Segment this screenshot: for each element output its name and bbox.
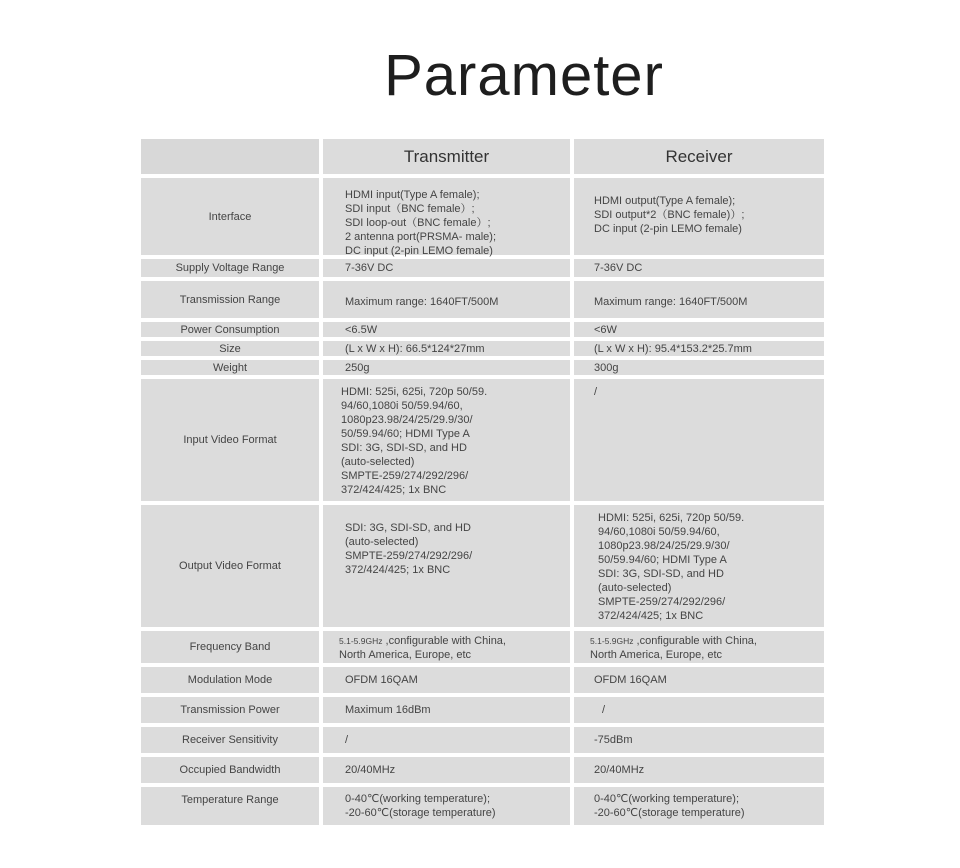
frequency-note: ,configurable with China, North America, Europe, etc — [339, 635, 506, 661]
transmitter-value: 250g — [323, 360, 570, 375]
row-label: Occupied Bandwidth — [141, 757, 319, 783]
row-label: Transmission Range — [141, 281, 319, 318]
transmitter-value: Maximum range: 1640FT/500M — [323, 281, 570, 318]
frequency-note: ,configurable with China, North America, Europe, etc — [590, 635, 757, 661]
table-row — [141, 631, 824, 663]
header-transmitter: Transmitter — [323, 139, 570, 174]
transmitter-value: 7-36V DC — [323, 259, 570, 277]
table-row — [141, 505, 824, 627]
receiver-value: 300g — [574, 360, 824, 375]
header-receiver: Receiver — [574, 139, 824, 174]
row-label: Supply Voltage Range — [141, 259, 319, 277]
page-title: Parameter — [384, 43, 664, 108]
receiver-value: / — [574, 379, 824, 501]
transmitter-value: HDMI input(Type A female); SDI input（BNC female）; SDI loop-out（BNC female）; 2 antenna port(PRSMA- male); DC input (2-pin LEMO female) — [323, 178, 570, 255]
table-row — [141, 667, 824, 693]
table-row — [141, 379, 824, 501]
row-label: Receiver Sensitivity — [141, 727, 319, 753]
receiver-value: 7-36V DC — [574, 259, 824, 277]
receiver-value: -75dBm — [574, 727, 824, 753]
table-row — [141, 178, 824, 255]
transmitter-value: <6.5W — [323, 322, 570, 337]
row-label: Input Video Format — [141, 379, 319, 501]
receiver-value — [574, 631, 824, 663]
row-label: Frequency Band — [141, 631, 319, 663]
table-row — [141, 259, 824, 277]
parameter-table — [141, 139, 824, 829]
row-label: Size — [141, 341, 319, 356]
table-row — [141, 360, 824, 375]
transmitter-value: (L x W x H): 66.5*124*27mm — [323, 341, 570, 356]
receiver-value: / — [574, 697, 824, 723]
transmitter-value: SDI: 3G, SDI-SD, and HD (auto-selected) SMPTE-259/274/292/296/ 372/424/425; 1x BNC — [323, 505, 570, 627]
receiver-value: HDMI output(Type A female); SDI output*2（BNC female)）; DC input (2-pin LEMO female) — [574, 178, 824, 255]
frequency-ghz: 5.1-5.9GHz — [339, 636, 383, 646]
row-label: Weight — [141, 360, 319, 375]
receiver-value: HDMI: 525i, 625i, 720p 50/59. 94/60,1080i 50/59.94/60, 1080p23.98/24/25/29.9/30/ 50/59.94/60; HDMI Type A SDI: 3G, SDI-SD, and HD (auto-selected) SMPTE-259/274/292/296/ 372/424/425; 1x BNC — [574, 505, 824, 627]
table-row — [141, 787, 824, 825]
header-blank-cell — [141, 139, 319, 174]
receiver-value: (L x W x H): 95.4*153.2*25.7mm — [574, 341, 824, 356]
table-row — [141, 341, 824, 356]
transmitter-value: 0-40℃(working temperature); -20-60℃(storage temperature) — [323, 787, 570, 825]
transmitter-value: / — [323, 727, 570, 753]
table-row — [141, 757, 824, 783]
table-row — [141, 322, 824, 337]
receiver-value: 0-40℃(working temperature); -20-60℃(storage temperature) — [574, 787, 824, 825]
row-label: Interface — [141, 178, 319, 255]
receiver-value: OFDM 16QAM — [574, 667, 824, 693]
transmitter-value: HDMI: 525i, 625i, 720p 50/59. 94/60,1080i 50/59.94/60, 1080p23.98/24/25/29.9/30/ 50/59.94/60; HDMI Type A SDI: 3G, SDI-SD, and HD (auto-selected) SMPTE-259/274/292/296/ 372/424/425; 1x BNC — [323, 379, 570, 501]
table-row — [141, 281, 824, 318]
receiver-value: <6W — [574, 322, 824, 337]
transmitter-value: 20/40MHz — [323, 757, 570, 783]
row-label: Transmission Power — [141, 697, 319, 723]
transmitter-value — [323, 631, 570, 663]
transmitter-value: Maximum 16dBm — [323, 697, 570, 723]
receiver-value: 20/40MHz — [574, 757, 824, 783]
frequency-ghz: 5.1-5.9GHz — [590, 636, 634, 646]
row-label: Temperature Range — [141, 787, 319, 825]
row-label: Output Video Format — [141, 505, 319, 627]
row-label: Power Consumption — [141, 322, 319, 337]
row-label: Modulation Mode — [141, 667, 319, 693]
table-header-row — [141, 139, 824, 174]
table-row — [141, 727, 824, 753]
receiver-value: Maximum range: 1640FT/500M — [574, 281, 824, 318]
transmitter-value: OFDM 16QAM — [323, 667, 570, 693]
table-row — [141, 697, 824, 723]
